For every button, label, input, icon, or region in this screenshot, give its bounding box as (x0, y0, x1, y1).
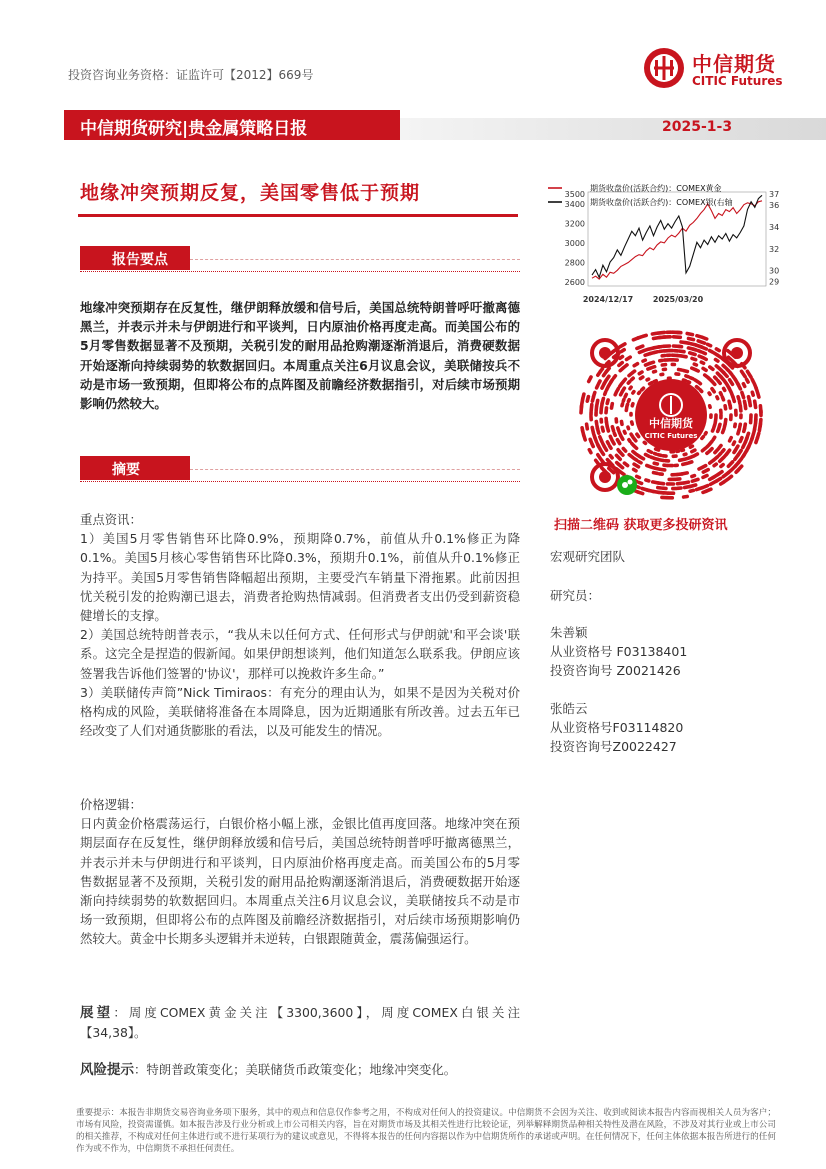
left-axis-tick-label: 3400 (564, 199, 585, 209)
gold-price-line (592, 201, 762, 279)
researcher-1-license: 从业资格号 F03138401 (550, 644, 688, 659)
disclaimer: 重要提示：本报告非期货交易咨询业务项下服务，其中的观点和信息仅作参考之用，不构成对任何人的投资建议。中信期货不会因为关注、收到或阅读本报告内容而视相关人员为客户；市场有风险，投资需谨慎。如本报告涉及行业分析或上市公司相关内容，旨在对期货市场及其相关性进行比较论证，列举解释期货品种相关特性及潜在风险，不涉及对其行业或上市公司的相关推荐，不构成对任何主体进行或不进行某项行为的建议或意见，不得将本报告的任何内容据以作为中信期货所作的承诺或声明。在任何情况下，任何主体依据本报告所进行的任何作为或不作为，中信期货不承担任何责任。 (76, 1108, 776, 1154)
researchers-label: 研究员： (550, 588, 601, 603)
headline-divider (78, 214, 518, 217)
qr-eye-top-left-center (599, 347, 611, 359)
outlook-paragraph (80, 1003, 520, 1042)
qr-center-en: CITIC Futures (644, 432, 698, 440)
researcher-1-name: 朱善颖 (550, 625, 588, 640)
abstract-header (80, 456, 520, 480)
key-info-item-3: 3）美联储传声筒”Nick Timiraos：有充分的理由认为，如果不是因为关税对价格构成的风险，美联储将准备在本周降息，因为近期通胀有所改善。过去五年已经改变了人们对通货膨胀的看法，以及可能发生的情况。 (80, 684, 520, 739)
key-info-item-2: 2）美国总统特朗普表示，“我从未以任何方式、任何形式与伊朗就'和平会谈'联系。这完全是捏造的假新闻。如果伊朗想谈判，他们知道怎么联系我。伊朗应该签署我告诉他们签署的'协议'，那样可以挽救许多生命。” (80, 627, 520, 681)
left-axis-tick-label: 2600 (564, 278, 585, 288)
left-axis-tick-label: 3500 (564, 189, 585, 199)
x-axis-tick-label: 2025/03/20 (652, 295, 704, 304)
qr-eye-top-right-center (731, 347, 743, 359)
legend-label: 期货收盘价(活跃合约)：COMEX银(右轴 (590, 198, 733, 207)
qr-center-cn: 中信期货 (649, 417, 693, 430)
report-banner (0, 110, 826, 140)
key-info-section (80, 510, 520, 740)
risk-label: 风险提示 (80, 1062, 134, 1078)
logo-en-text: CITIC Futures (692, 74, 783, 88)
researcher-1-consult: 投资咨询号 Z0021426 (550, 663, 681, 678)
left-axis-tick-label: 3000 (564, 238, 585, 248)
outlook-text: ：周度COMEX黄金关注【3300,3600】，周度COMEX白银关注【34,38】。 (80, 1005, 520, 1041)
risk-text: ：特朗普政策变化；美联储货币政策变化；地缘冲突变化。 (134, 1062, 457, 1077)
researcher-2-name: 张皓云 (550, 701, 588, 716)
citic-logo-icon (642, 46, 686, 90)
mini-program-icon-dot-1 (622, 482, 628, 488)
mini-program-icon-dot-2 (628, 480, 633, 485)
researcher-2-license: 从业资格号F03114820 (550, 720, 684, 735)
key-info-item-1: 1）美国5月零售销售环比降0.9%，预期降0.7%，前值从升0.1%修正为降0.1%。美国5月核心零售销售环比降0.3%，预期升0.1%，前值从升0.1%修正为持平。美国5月零售销售降幅超出预期，主要受汽车销量下滑拖累。此前因担忧关税引发的抢购潮已退去，消费者抢购热情减弱。但消费者支出仍受到薪资稳健增长的支撑。 (80, 531, 520, 624)
key-info-title: 重点资讯： (80, 512, 142, 527)
right-axis-tick-label: 30 (769, 266, 780, 276)
qr-caption: 扫描二维码 获取更多投研资讯 (554, 518, 728, 533)
abstract-label: 摘要 (112, 462, 140, 478)
x-axis-tick-label: 2024/12/17 (582, 295, 634, 304)
researcher-2-consult: 投资咨询号Z0022427 (550, 739, 677, 754)
report-points-label: 报告要点 (112, 252, 168, 268)
qr-eye-bottom-left-center (599, 471, 611, 483)
gold-silver-price-chart (548, 182, 814, 314)
outlook-label: 展望 (80, 1005, 114, 1021)
report-points-header (80, 246, 520, 270)
qualification-text: 投资咨询业务资格：证监许可【2012】669号 (68, 68, 314, 82)
qr-center-logo-bar (670, 396, 672, 414)
qr-code-pattern (566, 318, 776, 512)
right-axis-tick-label: 37 (769, 190, 780, 200)
right-axis-tick-label: 34 (769, 222, 780, 232)
price-logic-text: 日内黄金价格震荡运行，白银价格小幅上涨，金银比值再度回落。地缘冲突在预期层面存在反复性，继伊朗释放缓和信号后，美国总统特朗普呼吁撤离德黑兰，并表示并未与伊朗进行和平谈判，日内原油价格再度走高。而美国公布的5月零售数据显著不及预期，关税引发的耐用品抢购潮逐渐消退后，消费硬数据开始逐渐向持续弱势的软数据回归。本周重点关注6月议息会议，美联储按兵不动是市场一致预期，但即将公布的点阵图及前瞻经济数据指引，对后续市场预期影响仍然较大。黄金中长期多头逻辑并未逆转，白银跟随黄金，震荡偏强运行。 (80, 816, 520, 947)
report-title: 中信期货研究|贵金属策略日报 (80, 119, 308, 139)
report-date: 2025-1-3 (662, 119, 733, 135)
legend-label: 期货收盘价(活跃合约)：COMEX黄金 (590, 184, 722, 193)
team-name: 宏观研究团队 (550, 549, 626, 564)
right-axis-tick-label: 29 (769, 277, 780, 287)
price-logic-title: 价格逻辑： (80, 797, 142, 812)
right-axis-tick-label: 32 (769, 244, 780, 254)
citic-futures-logo (642, 46, 810, 94)
silver-price-line (592, 195, 762, 277)
risk-paragraph (80, 1060, 520, 1080)
price-logic-section (80, 795, 520, 949)
right-axis-tick-label: 36 (769, 201, 780, 211)
headline: 地缘冲突预期反复，美国零售低于预期 (80, 182, 421, 204)
logo-cn-text: 中信期货 (692, 52, 776, 76)
banner-gray-band (400, 118, 826, 140)
left-axis-tick-label: 2800 (564, 258, 585, 268)
qr-code (566, 318, 776, 512)
report-points-text: 地缘冲突预期存在反复性，继伊朗释放缓和信号后，美国总统特朗普呼吁撤离德黑兰，并表示并未与伊朗进行和平谈判，日内原油价格再度走高。而美国公布的5月零售数据显著不及预期，关税引发的耐用品抢购潮逐渐消退后，消费硬数据开始逐渐向持续弱势的软数据回归。本周重点关注6月议息会议，美联储按兵不动是市场一致预期，但即将公布的点阵图及前瞻经济数据指引，对后续市场预期影响仍然较大。 (80, 300, 520, 412)
left-axis-tick-label: 3200 (564, 219, 585, 229)
